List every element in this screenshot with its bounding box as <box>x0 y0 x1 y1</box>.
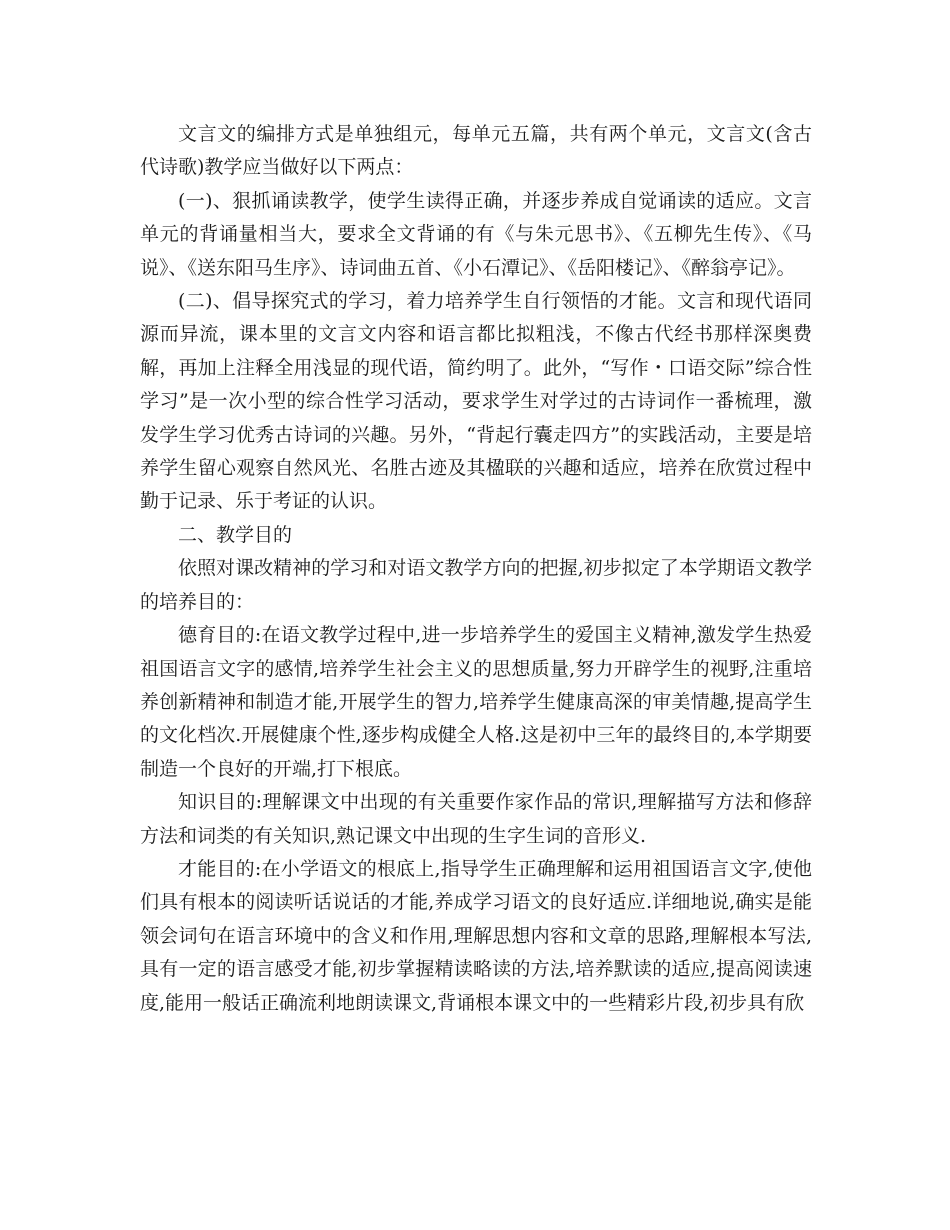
document-body <box>140 118 812 1020</box>
paragraph-ability-goals: 才能目的:在小学语文的根底上,指导学生正确理解和运用祖国语言文字,使他们具有根本的阅读听话说话的才能,养成学习语文的良好适应.详细地说,确实是能领会词句在语言环境中的含义和作用,理解思想内容和文章的思路,理解根本写法,具有一定的语言感受才能,初步掌握精读略读的方法,培养默读的适应,提高阅读速度,能用一般话正确流利地朗读课文,背诵根本课文中的一些精彩片段,初步具有欣 <box>140 857 812 1014</box>
paragraph-knowledge-goals: 知识目的:理解课文中出现的有关重要作家作品的常识,理解描写方法和修辞方法和词类的有关知识,熟记课文中出现的生字生词的音形义. <box>140 791 812 847</box>
paragraph-recitation-teaching: (一)、狠抓诵读教学，使学生读得正确，并逐步养成自觉诵读的适应。文言单元的背诵量相当大，要求全文背诵的有《与朱元思书》、《五柳先生传》、《马说》、《送东阳马生序》、诗词曲五首、《小石潭记》、《岳阳楼记》、《醉翁亭记》。 <box>140 189 812 279</box>
paragraph-goals-intro: 依照对课改精神的学习和对语文教学方向的把握,初步拟定了本学期语文教学的培养目的： <box>140 557 812 613</box>
paragraph-inquiry-learning: (二)、倡导探究式的学习，着力培养学生自行领悟的才能。文言和现代语同源而异流，课本里的文言文内容和语言都比拟粗浅，不像古代经书那样深奥费解，再加上注释全用浅显的现代语，简约明了。此外，“写作・口语交际”综合性学习”是一次小型的综合性学习活动，要求学生对学过的古诗词作一番梳理，激发学生学习优秀古诗词的兴趣。另外，“背起行囊走四方”的实践活动，主要是培养学生留心观察自然风光、名胜古迹及其楹联的兴趣和适应，培养在欣赏过程中勤于记录、乐于考证的认识。 <box>140 290 812 513</box>
paragraph-moral-goals: 德育目的:在语文教学过程中,进一步培养学生的爱国主义精神,激发学生热爱祖国语言文字的感情,培养学生社会主义的思想质量,努力开辟学生的视野,注重培养创新精神和制造才能,开展学生的智力,培养学生健康高深的审美情趣,提高学生的文化档次.开展健康个性,逐步构成健全人格.这是初中三年的最终目的,本学期要制造一个良好的开端,打下根底。 <box>140 624 812 780</box>
paragraph-classical-arrangement: 文言文的编排方式是单独组元，每单元五篇，共有两个单元，文言文(含古代诗歌)教学应当做好以下两点： <box>140 123 812 179</box>
section-heading-teaching-goals: 二、教学目的 <box>178 523 293 546</box>
